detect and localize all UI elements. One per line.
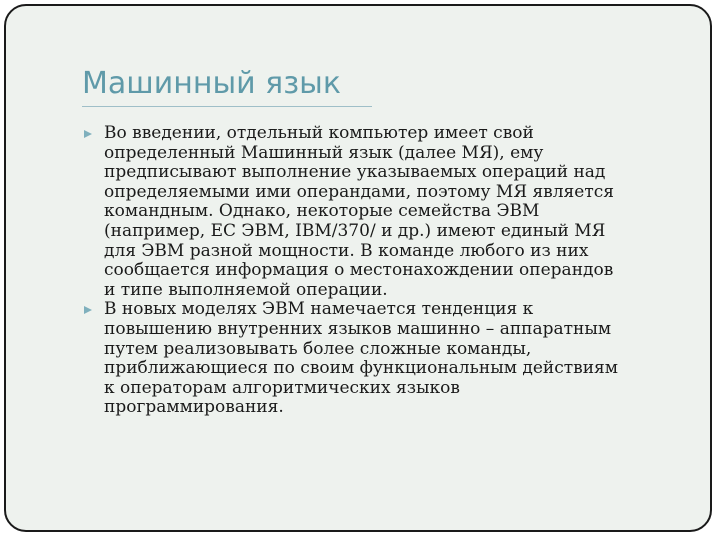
slide-title: Машинный язык <box>82 66 341 101</box>
bullet-text-line: Во введении, отдельный компьютер имеет свой <box>104 123 534 143</box>
bullet-text-line: определяемыми ими операндами, поэтому МЯ является <box>104 181 614 202</box>
bullet-text-line: В новых моделях ЭВМ намечается тенденция к <box>104 299 534 320</box>
bullet-text-line: программирования. <box>104 397 284 418</box>
bullet-text-line: предписывают выполнение указываемых операций над <box>104 162 606 183</box>
bullet-text-line: путем реализовывать более сложные команды, <box>104 338 532 359</box>
bullet-text-line: приближающиеся по своим функциональным действиям <box>104 358 618 379</box>
triangle-bullet-icon <box>84 130 92 138</box>
bullet-text-line: и типе выполняемой операции. <box>104 279 388 300</box>
slide <box>4 4 712 532</box>
bullet-text-line: для ЭВМ разной мощности. В команде любого из них <box>104 240 589 261</box>
bullet-item <box>84 124 684 300</box>
bullet-text-line: сообщается информация о местонахождении операндов <box>104 260 614 281</box>
bullet-item <box>84 300 684 418</box>
triangle-bullet-icon <box>84 306 92 314</box>
title-underline <box>82 106 372 107</box>
bullet-text-line: повышению внутренних языков машинно – аппаратным <box>104 318 612 339</box>
bullet-text-line: командным. Однако, некоторые семейства ЭВМ <box>104 201 540 222</box>
bullet-text-line: к операторам алгоритмических языков <box>104 377 460 398</box>
bullet-text-line: определенный Машинный язык (далее МЯ), ему <box>104 142 544 163</box>
bullet-text-line: (например, ЕС ЭВМ, IBM/370/ и др.) имеют единый МЯ <box>104 220 606 241</box>
bullet-list <box>84 124 684 418</box>
